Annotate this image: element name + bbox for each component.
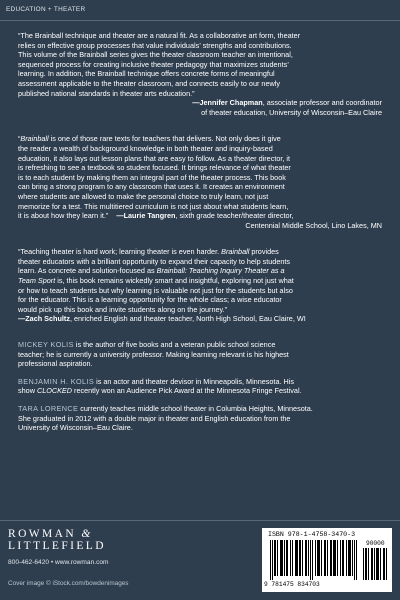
endorsement-quote-1 bbox=[18, 31, 382, 117]
quote-line: the reader a wealth of background knowledge in both theater and inquiry-based bbox=[18, 143, 273, 153]
author-name: MICKEY KOLIS bbox=[18, 340, 74, 350]
barcode-bars-icon bbox=[270, 540, 358, 580]
author-bio-2: BENJAMIN H. KOLIS is an actor and theater devisor in Minneapolis, Minnesota. His show CLOCKED recently won an Audience Pick Award at the Minnesota Fringe Festival. bbox=[18, 376, 302, 396]
quote-line: would pick up this book and invite students along on the journey.” bbox=[18, 304, 228, 314]
isbn-barcode bbox=[262, 528, 392, 592]
author-name: BENJAMIN H. KOLIS bbox=[18, 376, 95, 386]
attribution-name: —Laurie Tangren bbox=[116, 211, 176, 221]
quote-line: is to each student by making them an integral part of the theater process. This book bbox=[18, 172, 286, 182]
author-name: TARA LORENCE bbox=[18, 404, 79, 413]
attribution-name: —Jennifer Chapman bbox=[192, 98, 263, 108]
quote-line: “Brainball is one of those rare texts for teachers that delivers. Not only does it give bbox=[18, 134, 281, 144]
footer-divider bbox=[0, 520, 400, 521]
category-label: EDUCATION + THEATER bbox=[6, 6, 86, 13]
quote-line: “Teaching theater is hard work; learning theater is even harder. Brainball provides bbox=[18, 247, 279, 257]
quote-line: can bring a strong program to any classroom that uses it. It creates an environment bbox=[18, 182, 285, 192]
quote-line: education, it also lays out lesson plans that are easy to follow. As a theater director, it bbox=[18, 153, 291, 163]
endorsement-quote-3 bbox=[18, 247, 382, 324]
quote-line: or how to teach students but why learning is valuable not just for the students but also bbox=[18, 285, 293, 295]
quote-line: This volume of the Brainball series gives the theater classroom teacher an intentional, bbox=[18, 50, 293, 60]
book-title-italic: Brainball bbox=[20, 134, 49, 144]
author-bio-1: MICKEY KOLIS is the author of five books and a veteran public school science teacher; he is currently a university professor. Making learning relevant is his highest professional aspiration. bbox=[18, 340, 289, 369]
publisher-contact: 800-462-6420 • www.rowman.com bbox=[8, 559, 109, 566]
quote-line: published national standards in theater arts education.” bbox=[18, 88, 195, 98]
category-bar bbox=[0, 0, 400, 21]
isbn-number: ISBN 978-1-4758-3470-3 bbox=[268, 531, 356, 538]
book-title-italic: Brainball: Teaching Inquiry Theater as a bbox=[156, 266, 285, 276]
quote-line: for the educator. This is a learning opportunity for the whole class; a wise educator bbox=[18, 295, 282, 305]
quote-line: learn. As concrete and solution-focused as Brainball: Teaching Inquiry Theater as a bbox=[18, 266, 285, 276]
quote-line: relies on effective group processes that value individuals’ strengths and contributions. bbox=[18, 40, 292, 50]
show-title-italic: CLOCKED bbox=[36, 386, 73, 396]
book-title-italic: Brainball bbox=[221, 247, 250, 257]
price-code: 90000 bbox=[366, 540, 385, 547]
quote-line: where students are allowed to make the personal choice to truly learn, not just bbox=[18, 191, 269, 201]
barcode-digits: 9 781475 834703 bbox=[264, 581, 320, 588]
price-barcode-bars-icon bbox=[363, 548, 387, 580]
quote-attribution: —Jennifer Chapman, associate professor and coordinator bbox=[192, 98, 382, 108]
back-cover-text bbox=[18, 31, 382, 433]
quote-attribution: —Zach Schultz, enriched English and theater teacher, North High School, Eau Claire, WI bbox=[18, 314, 306, 324]
quote-line: it is about how they learn it.” —Laurie Tangren, sixth grade teacher/theater director, bbox=[18, 211, 294, 221]
quote-line: assessment applicable to the theater classroom, and connects easily to our newly bbox=[18, 78, 280, 88]
quote-attribution-affiliation: Centennial Middle School, Lino Lakes, MN bbox=[245, 220, 382, 230]
quote-line: learning. In addition, the Brainball technique offers concrete forms of meaningful bbox=[18, 69, 275, 79]
endorsement-quote-2 bbox=[18, 134, 382, 230]
book-title-italic: Team Sport bbox=[18, 276, 56, 286]
attribution-name: —Zach Schultz bbox=[18, 314, 70, 324]
quote-line: sequenced process for creating inclusive theater pedagogy that maximizes students’ bbox=[18, 59, 289, 69]
cover-image-credit: Cover image © iStock.com/bowdenimages bbox=[8, 580, 129, 587]
quote-line: “The Brainball technique and theater are a natural fit. As a collaborative art form, theater bbox=[18, 31, 301, 40]
quote-attribution-affiliation: of theater education, University of Wisconsin–Eau Claire bbox=[201, 107, 382, 117]
quote-line: Team Sport is, this book remains wickedly smart and insightful, exploring not just what bbox=[18, 276, 294, 286]
author-bio-3: TARA LORENCE currently teaches middle school theater in Columbia Heights, Minnesota. She graduated in 2012 with a double major in theater and English education from the University of Wisconsin–Eau Claire. bbox=[18, 404, 313, 433]
publisher-logo-line-1: ROWMAN & bbox=[8, 528, 91, 540]
quote-line: memorize for a test. This multitiered curriculum is not just about what students learn, bbox=[18, 201, 289, 211]
publisher-logo-line-2: LITTLEFIELD bbox=[8, 540, 106, 552]
publisher-block bbox=[8, 528, 158, 567]
quote-line: theater educators with a brilliant opportunity to expand their capacity to help students bbox=[18, 256, 291, 266]
quote-line: is refreshing to see a textbook so student focused. It brings relevance of what theater bbox=[18, 163, 291, 173]
